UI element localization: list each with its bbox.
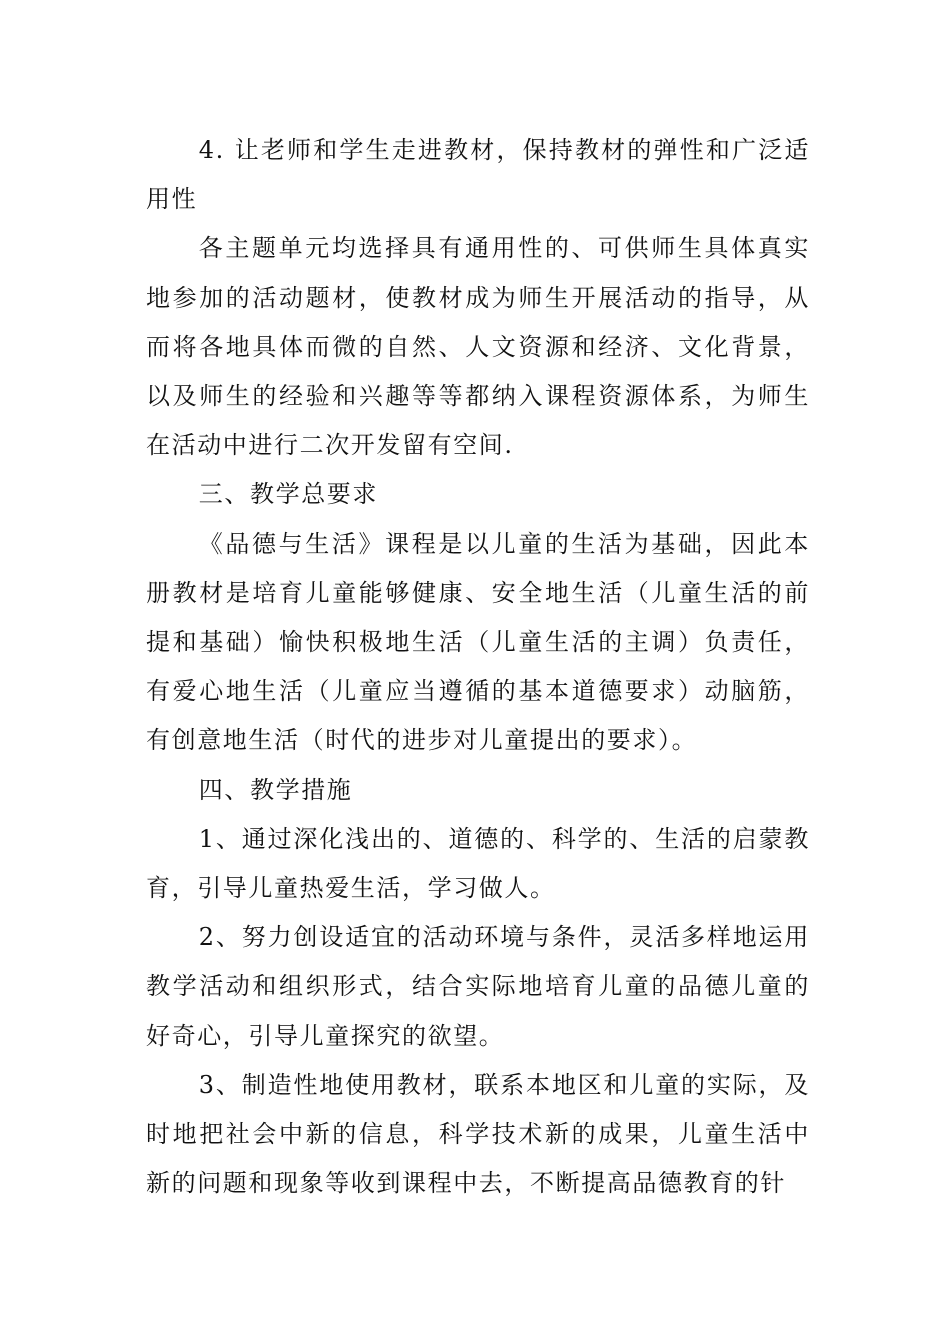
paragraph-course-basis: 《品德与生活》课程是以儿童的生活为基础，因此本册教材是培育儿童能够健康、安全地生活（儿童生活的前提和基础）愉快积极地生活（儿童生活的主调）负责任，有爱心地生活（儿童应当遵循的基本道德要求）动脑筋，有创意地生活（时代的进步对儿童提出的要求）。 xyxy=(146,529,810,755)
paragraph-measure-3: 3、制造性地使用教材，联系本地区和儿童的实际，及时地把社会中新的信息，科学技术新的成果，儿童生活中新的问题和现象等收到课程中去，不断提高品德教育的针 xyxy=(146,1070,810,1198)
section-heading-teaching-requirements: 三、教学总要求 xyxy=(198,480,378,509)
section-heading-teaching-measures: 四、教学措施 xyxy=(198,775,353,804)
paragraph-theme-units: 各主题单元均选择具有通用性的、可供师生具体真实地参加的活动题材，使教材成为师生开展活动的指导，从而将各地具体而微的自然、人文资源和经济、文化背景，以及师生的经验和兴趣等等都纳入课程资源体系，为师生在活动中进行二次开发留有空间. xyxy=(146,234,810,460)
document-body xyxy=(146,126,810,1208)
paragraph-textbook-flexibility: 4. 让老师和学生走进教材，保持教材的弹性和广泛适用性 xyxy=(146,136,810,214)
paragraph-measure-1: 1、通过深化浅出的、道德的、科学的、生活的启蒙教育，引导儿童热爱生活，学习做人。 xyxy=(146,824,810,903)
paragraph-measure-2: 2、努力创设适宜的活动环境与条件，灵活多样地运用教学活动和组织形式，结合实际地培育儿童的品德儿童的好奇心，引导儿童探究的欲望。 xyxy=(146,923,810,1050)
